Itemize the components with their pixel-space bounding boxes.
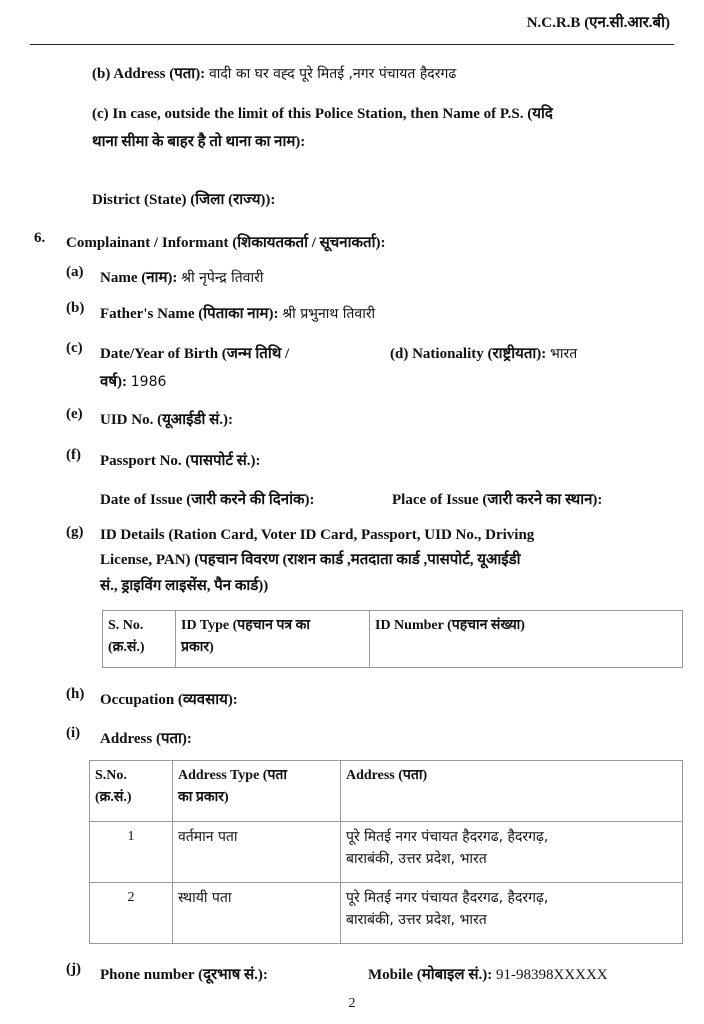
page-header: N.C.R.B (एन.सी.आर.बी) (526, 15, 670, 31)
cell-address-l2: बाराबंकी, उत्तर प्रदेश, भारत (346, 912, 487, 928)
table-header-row (103, 611, 683, 668)
address-table (89, 760, 683, 944)
label-6j-mobile: Mobile (मोबाइल सं.): (368, 967, 493, 983)
label-6a: Name (नाम): (100, 270, 178, 286)
cell-address (341, 883, 683, 944)
field-6b-father (100, 303, 375, 325)
section-6-number: 6. (34, 230, 46, 246)
mark-6g: (g) (66, 524, 84, 540)
field-5b-address (92, 63, 456, 85)
field-6d-nationality (390, 343, 577, 365)
header-sno (103, 611, 176, 668)
mark-6c: (c) (66, 340, 83, 356)
label-6g-line2: License, PAN) (पहचान विवरण (राशन कार्ड ,मतदाता कार्ड ,पासपोर्ट, यूआईडी (100, 552, 521, 568)
label-6c-line1: Date/Year of Birth (जन्म तिथि / (100, 346, 290, 362)
value-6d: भारत (550, 346, 578, 362)
table-header-row (90, 761, 683, 822)
label-6b: Father's Name (पिताका नाम): (100, 306, 279, 322)
header-id-type-l1: ID Type (पहचान पत्र का (181, 618, 310, 633)
header-sno-hi: (क्र.सं.) (108, 640, 145, 655)
field-5c-line2: थाना सीमा के बाहर है तो थाना का नाम): (92, 134, 306, 150)
label-6i-address: Address (पता): (100, 731, 192, 747)
label-6f-issue-date: Date of Issue (जारी करने की दिनांक): (100, 492, 315, 508)
mark-6f: (f) (66, 447, 81, 463)
label-5b: (b) Address (पता): (92, 66, 206, 82)
field-5c-line1: (c) In case, outside the limit of this Police Station, then Name of P.S. (यदि (92, 106, 553, 122)
cell-address-l2: बाराबंकी, उत्तर प्रदेश, भारत (346, 851, 487, 867)
header-rule (30, 44, 674, 45)
cell-address-l1: पूरे मितई नगर पंचायत हैदरगढ, हैदरगढ़, (346, 890, 549, 906)
field-6a-name (100, 267, 263, 289)
id-details-table (102, 610, 683, 668)
cell-sno: 2 (90, 883, 173, 944)
value-6c: 1986 (130, 374, 167, 390)
label-6e-uid: UID No. (यूआईडी सं.): (100, 412, 234, 428)
value-6b: श्री प्रभुनाथ तिवारी (282, 306, 376, 322)
label-6d: (d) Nationality (राष्ट्रीयता): (390, 346, 547, 362)
label-6h-occupation: Occupation (व्यवसाय): (100, 692, 238, 708)
field-6j-mobile (368, 964, 608, 986)
mark-6i: (i) (66, 725, 81, 741)
value-5b: वादी का घर वह्द पूरे मितई ,नगर पंचायत हैदरगढ (208, 66, 457, 82)
field-5-district: District (State) (जिला (राज्य)): (92, 192, 276, 208)
label-6f-issue-place: Place of Issue (जारी करने का स्थान): (392, 492, 603, 508)
cell-address (341, 822, 683, 883)
header-sno-en: S. No. (108, 618, 144, 633)
header-id-type-l2: प्रकार) (181, 640, 214, 655)
mark-6e: (e) (66, 406, 83, 422)
header-id-type (176, 611, 370, 668)
header-id-number: ID Number (पहचान संख्या) (370, 611, 683, 668)
value-6a: श्री नृपेन्द्र तिवारी (181, 270, 264, 286)
header-sno-hi: (क्र.सं.) (95, 790, 132, 805)
mark-6h: (h) (66, 686, 85, 702)
field-6c-dob (100, 371, 166, 393)
label-6c-line2: वर्ष): (100, 374, 128, 390)
table-row (90, 822, 683, 883)
cell-sno: 1 (90, 822, 173, 883)
cell-address-l1: पूरे मितई नगर पंचायत हैदरगढ, हैदरगढ़, (346, 829, 549, 845)
value-6j-mobile: 91-98398XXXXX (495, 967, 608, 983)
mark-6a: (a) (66, 264, 84, 280)
mark-6j: (j) (66, 961, 81, 977)
header-address-type (173, 761, 341, 822)
cell-address-type: वर्तमान पता (173, 822, 341, 883)
mark-6b: (b) (66, 300, 85, 316)
header-address-type-l1: Address Type (पता (178, 768, 288, 783)
section-6-title: Complainant / Informant (शिकायतकर्ता / सूचनाकर्ता): (66, 235, 386, 251)
label-6g-line1: ID Details (Ration Card, Voter ID Card, Passport, UID No., Driving (100, 527, 535, 543)
label-6f-passport: Passport No. (पासपोर्ट सं.): (100, 453, 261, 469)
table-row (90, 883, 683, 944)
page-number: 2 (348, 996, 356, 1011)
label-6g-line3: सं., ड्राइविंग लाइसेंस, पैन कार्ड)) (100, 578, 269, 594)
cell-address-type: स्थायी पता (173, 883, 341, 944)
header-sno (90, 761, 173, 822)
label-6j-phone: Phone number (दूरभाष सं.): (100, 967, 268, 983)
header-sno-en: S.No. (95, 768, 127, 783)
header-address-type-l2: का प्रकार) (178, 790, 229, 805)
header-address: Address (पता) (341, 761, 683, 822)
